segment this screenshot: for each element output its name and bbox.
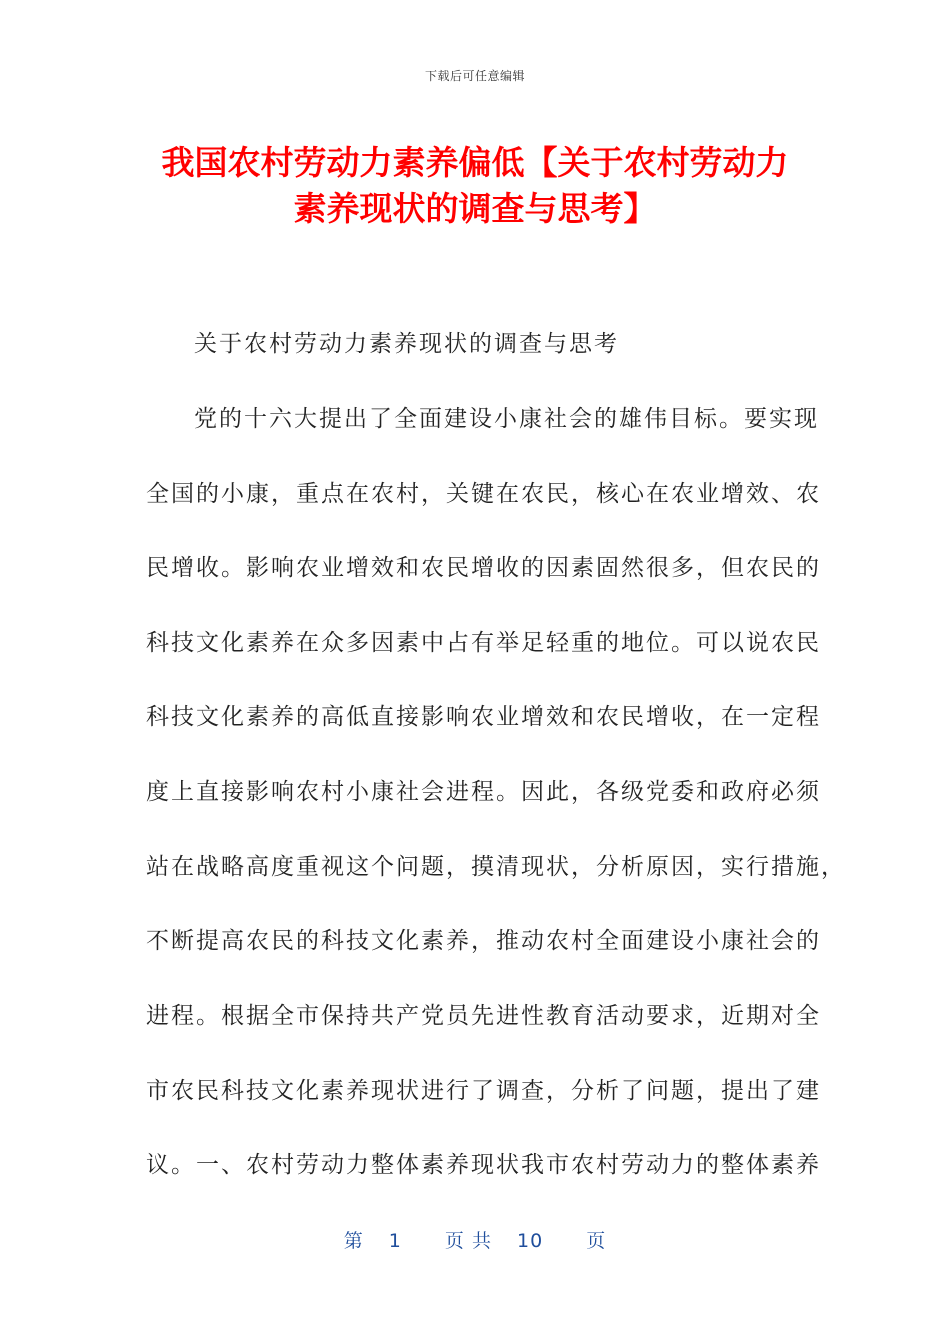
footer-total-pages: 10 [517,1230,544,1252]
paragraph-line: 站在战略高度重视这个问题，摸清现状，分析原因，实行措施， [146,854,846,880]
title-line-1: 我国农村劳动力素养偏低【关于农村劳动力 [161,143,789,182]
paragraph-line: 进程。根据全市保持共产党员先进性教育活动要求，近期对全 [146,1003,821,1029]
paragraph-line: 民增收。影响农业增效和农民增收的因素固然很多，但农民的 [146,555,821,581]
footer-current-page: 1 [388,1230,402,1252]
paragraph-line: 全国的小康，重点在农村，关键在农民，核心在农业增效、农 [146,481,821,507]
paragraph-line: 度上直接影响农村小康社会进程。因此，各级党委和政府必须 [146,779,821,805]
subtitle-line: 关于农村劳动力素养现状的调查与思考 [194,331,619,357]
page-footer [0,1226,950,1253]
header-note: 下载后可任意编辑 [424,69,525,83]
paragraph-line: 党的十六大提出了全面建设小康社会的雄伟目标。要实现 [194,406,819,432]
footer-middle: 页 共 [444,1230,492,1252]
paragraph-line: 科技文化素养在众多因素中占有举足轻重的地位。可以说农民 [146,630,821,656]
footer-suffix: 页 [586,1230,607,1252]
paragraph-line: 科技文化素养的高低直接影响农业增效和农民增收，在一定程 [146,704,821,730]
paragraph-line: 不断提高农民的科技文化素养，推动农村全面建设小康社会的 [146,928,821,954]
paragraph-line: 市农民科技文化素养现状进行了调查，分析了问题，提出了建 [146,1078,821,1104]
title-line-2: 素养现状的调查与思考】 [293,189,657,228]
paragraph-line: 议。一、农村劳动力整体素养现状我市农村劳动力的整体素养 [146,1152,821,1178]
footer-prefix: 第 [343,1230,364,1252]
